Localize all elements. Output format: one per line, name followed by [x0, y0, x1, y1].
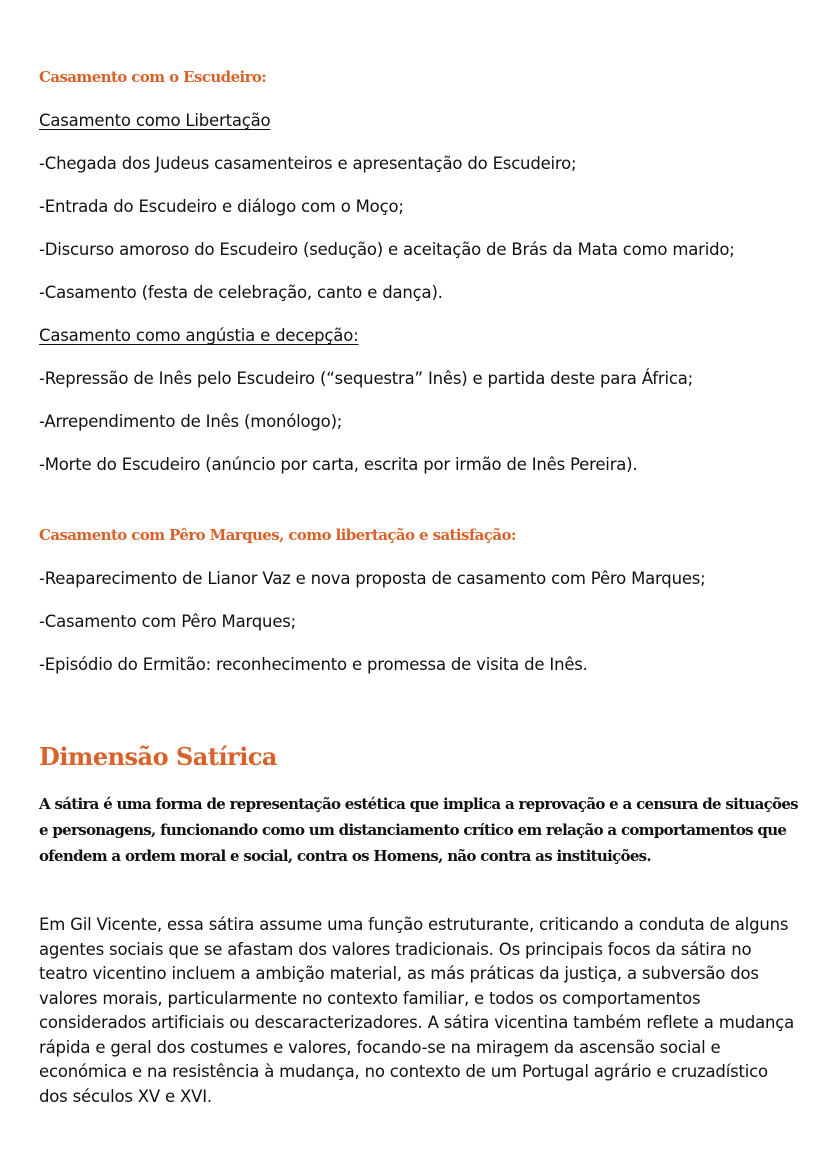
list-item: -Chegada dos Judeus casamenteiros e apresentação do Escudeiro; [39, 154, 577, 173]
list-item: -Reaparecimento de Lianor Vaz e nova proposta de casamento com Pêro Marques; [39, 569, 706, 588]
section-heading-pero-marques: Casamento com Pêro Marques, como libertação e satisfação: [39, 526, 516, 544]
subsection-title-libertacao: Casamento como Libertação [39, 111, 271, 130]
list-item: -Entrada do Escudeiro e diálogo com o Moço; [39, 197, 404, 216]
list-item: -Arrependimento de Inês (monólogo); [39, 412, 343, 431]
satire-body-paragraph: Em Gil Vicente, essa sátira assume uma função estruturante, criticando a conduta de alguns agentes sociais que se afastam dos valores tradicionais. Os principais focos da sátira no teatro vicentino incluem a ambição material, as más práticas da justiça, a subversão dos valores morais, particularmente no contexto familiar, e todos os comportamentos considerados artificiais ou descaracterizadores. A sátira vicentina também reflete a mudança rápida e geral dos costumes e valores, focando-se na miragem da ascensão social e económica e na resistência à mudança, no contexto de um Portugal agrário e cruzadístico dos séculos XV e XVI. [39, 915, 795, 1106]
list-item: -Morte do Escudeiro (anúncio por carta, escrita por irmão de Inês Pereira). [39, 455, 638, 474]
list-item: -Repressão de Inês pelo Escudeiro (“sequestra” Inês) e partida deste para África; [39, 369, 693, 388]
satire-heading: Dimensão Satírica [39, 742, 277, 771]
subsection-title-angustia: Casamento como angústia e decepção: [39, 326, 359, 345]
list-item: -Casamento (festa de celebração, canto e dança). [39, 283, 443, 302]
list-item: -Discurso amoroso do Escudeiro (sedução) e aceitação de Brás da Mata como marido; [39, 240, 735, 259]
list-item: -Episódio do Ermitão: reconhecimento e promessa de visita de Inês. [39, 655, 588, 674]
list-item: -Casamento com Pêro Marques; [39, 612, 297, 631]
satire-lead-paragraph: A sátira é uma forma de representação estética que implica a reprovação e a censura de situações e personagens, funcionando como um distanciamento crítico em relação a comportamentos que ofendem a ordem moral e social, contra os Homens, não contra as instituições. [39, 795, 798, 865]
section-heading-escudeiro: Casamento com o Escudeiro: [39, 68, 267, 86]
